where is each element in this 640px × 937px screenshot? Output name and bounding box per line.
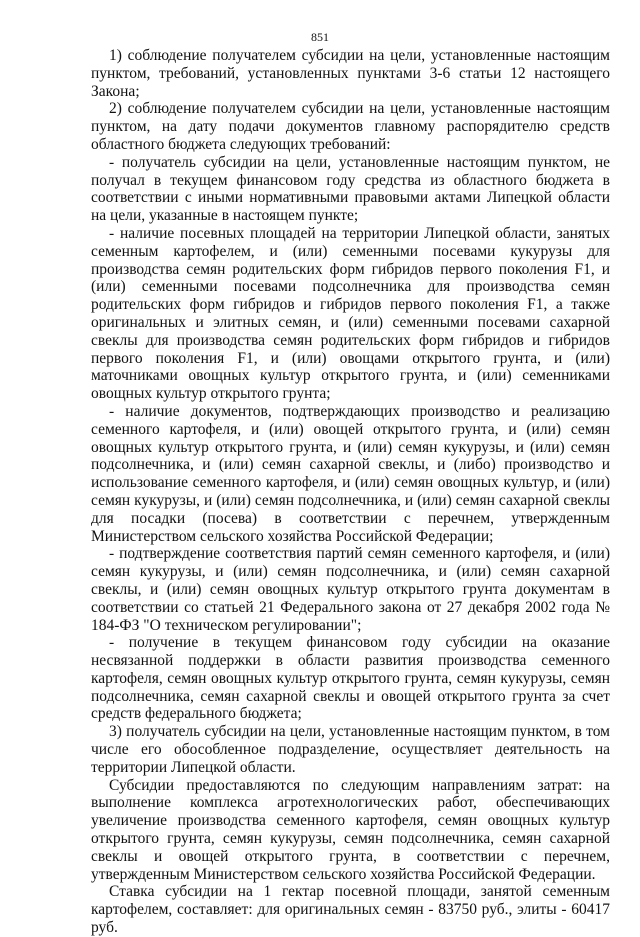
paragraph-condition-3: 3) получатель субсидии на цели, установленные настоящим пунктом, в том числе его обособленное подразделение, осуществляет деятельность на территории Липецкой области. [91, 723, 610, 776]
paragraph-federal-subsidy: - получение в текущем финансовом году субсидии на оказание несвязанной поддержки в области развития производства семенного картофеля, семян овощных культур открытого грунта, семян кукурузы, семян подсолнечника, семян сахарной свеклы и овощей открытого грунта за счет средств федерального бюджета; [91, 634, 610, 723]
paragraph-no-other-funds: - получатель субсидии на цели, установленные настоящим пунктом, не получал в текущем финансовом году средства из областного бюджета в соответствии с иными нормативными правовыми актами Липецкой области на цели, указанные в настоящем пункте; [91, 153, 610, 225]
page-number: 851 [311, 30, 329, 44]
paragraph-condition-2: 2) соблюдение получателем субсидии на цели, установленные настоящим пунктом, на дату подачи документов главному распорядителю средств областного бюджета следующих требований: [91, 100, 610, 153]
paragraph-subsidy-directions: Субсидии предоставляются по следующим направлениям затрат: на выполнение комплекса агротехнологических работ, обеспечивающих увеличение производства семенного картофеля, семян овощных культур открытого грунта, семян кукурузы, семян подсолнечника, семян сахарной свеклы и овощей открытого грунта, в соответствии с перечнем, утвержденным Министерством сельского хозяйства Российской Федерации. [91, 776, 610, 883]
document-body [91, 47, 610, 937]
paragraph-production-documents: - наличие документов, подтверждающих производство и реализацию семенного картофеля, и (или) овощей открытого грунта, и (или) семян овощных культур открытого грунта, и (или) семян кукурузы, и (или) семян подсолнечника, и (или) семян сахарной свеклы, и (либо) производство и использование семенного картофеля, и (или) семян овощных культур, и (или) семян кукурузы, и (или) семян подсолнечника, и (или) семян сахарной свеклы для посадки (посева) в соответствии с перечнем, утвержденным Министерством сельского хозяйства Российской Федерации; [91, 402, 610, 545]
paragraph-seed-conformity: - подтверждение соответствия партий семян семенного картофеля, и (или) семян кукурузы, и (или) семян подсолнечника, и (или) семян сахарной свеклы, и (или) семян овощных культур открытого грунта документам в соответствии со статьей 21 Федерального закона от 27 декабря 2002 года № 184-ФЗ "О техническом регулировании"; [91, 545, 610, 634]
paragraph-sown-areas: - наличие посевных площадей на территории Липецкой области, занятых семенным картофелем, и (или) семенными посевами кукурузы для производства семян родительских форм гибридов первого поколения F1, и (или) семенными посевами подсолнечника для производства семян родительских форм гибридов и гибридов первого поколения F1, а также оригинальных и элитных семян, и (или) семенными посевами сахарной свеклы для производства семян родительских форм гибридов и гибридов первого поколения F1, и (или) овощами открытого грунта, и (или) маточниками овощных культур открытого грунта, и (или) семенниками овощных культур открытого грунта; [91, 224, 610, 403]
paragraph-subsidy-rate: Ставка субсидии на 1 гектар посевной площади, занятой семенным картофелем, составляет: для оригинальных семян - 83750 руб., элиты - 60417 руб. [91, 883, 610, 937]
paragraph-condition-1: 1) соблюдение получателем субсидии на цели, установленные настоящим пунктом, требований, установленных пунктами 3-6 статьи 12 настоящего Закона; [91, 47, 610, 100]
